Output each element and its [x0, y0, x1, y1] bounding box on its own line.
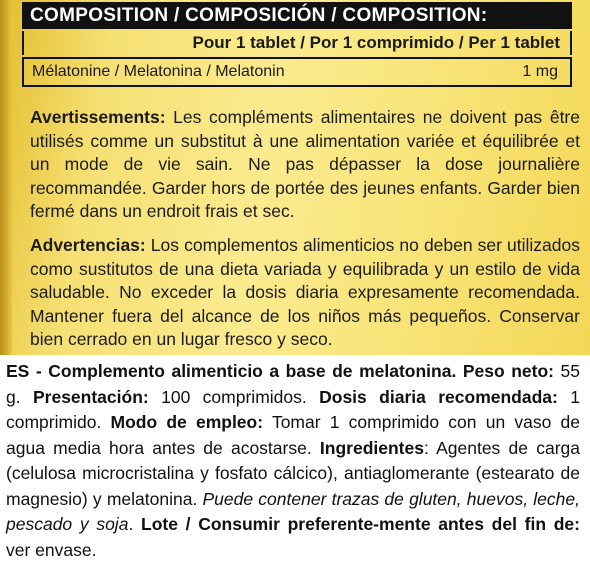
ingredients-value: : Agentes de carga (celulosa microcristalina y fosfato cálcico), antiaglomerante (estearato de magnesio) y melatonina.	[6, 437, 580, 509]
warnings-spanish-text: Los complementos alimenticios no deben ser utilizados como sustitutos de una dieta variada y equilibrada y un estilo de vida saludable. No exceder la dosis diaria expresamente recomendada. Mantener fuera del alcance de los niños más pequeños. Conservar bien cerrado en un lugar fresco y seco.	[30, 235, 580, 349]
ingredients-label: Ingredientes	[319, 437, 424, 458]
net-weight: 55 g.	[6, 361, 581, 407]
spanish-product-info	[6, 359, 580, 563]
usage-value: Tomar 1 comprimido con un vaso de agua media hora antes de acostarse.	[6, 412, 581, 458]
dose-value: 1 comprimido.	[6, 386, 580, 432]
decorative-stripe	[0, 0, 12, 355]
usage-label: Modo de empleo:	[110, 412, 264, 432]
traces-end: .	[128, 514, 142, 534]
lot-value: ver envase.	[6, 539, 97, 560]
ingredient-name: Mélatonine / Melatonina / Melatonin	[32, 63, 285, 80]
ingredient-amount: 1 mg	[522, 63, 558, 80]
composition-header: COMPOSITION / COMPOSICIÓN / COMPOSITION:	[22, 2, 572, 29]
dose-label: Dosis diaria recomendada:	[319, 386, 558, 407]
es-intro: ES - Complemento alimenticio a base de melatonina. Peso neto:	[6, 361, 554, 381]
lot-label: Lote / Consumir preferente-mente antes del fin de:	[141, 514, 580, 534]
presentation-label: Presentación:	[32, 386, 149, 407]
warnings-spanish	[30, 234, 580, 352]
per-unit-row: Pour 1 tablet / Por 1 comprimido / Per 1 tablet	[22, 31, 572, 55]
ingredient-row	[22, 57, 572, 87]
traces-warning: Puede contener trazas de gluten, huevos, leche, pescado y soja	[6, 488, 580, 534]
warnings-french-title: Avertissements:	[30, 107, 166, 127]
warnings-french	[30, 106, 580, 224]
presentation-value: 100 comprimidos.	[148, 386, 320, 407]
warnings-french-text: Les compléments alimentaires ne doivent pas être utilisés comme un substitut à une alimentation variée et équilibrée et un mode de vie sain. Ne pas dépasser la dose journalière recommandée. Garder hors de portée des jeunes enfants. Garder bien fermé dans un endroit frais et sec.	[30, 107, 580, 221]
warnings-spanish-title: Advertencias:	[30, 235, 146, 255]
